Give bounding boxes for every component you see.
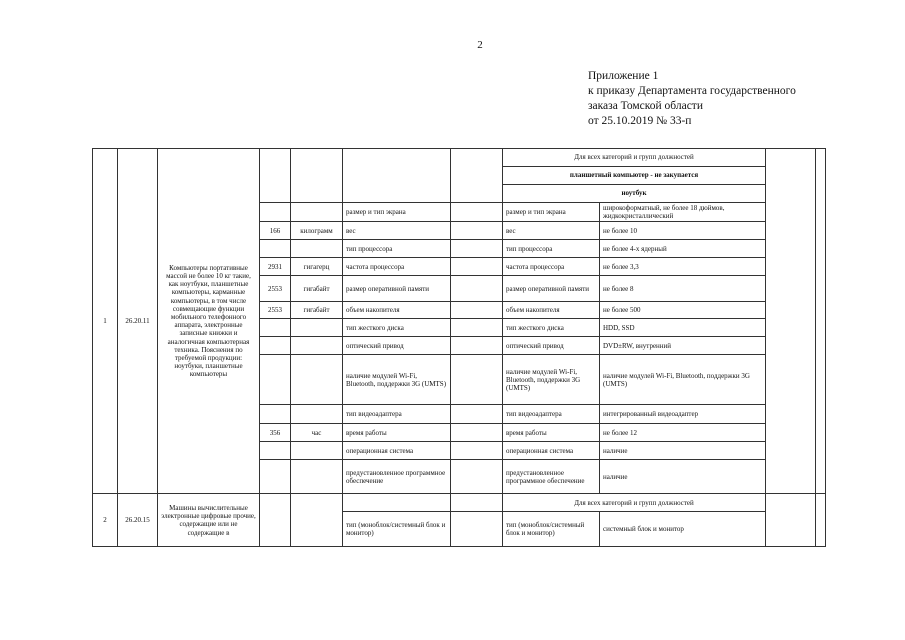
characteristic-value: наличие bbox=[600, 442, 766, 460]
characteristic-2: размер оперативной памяти bbox=[503, 276, 600, 302]
characteristic-value: не более 10 bbox=[600, 222, 766, 240]
characteristic-value: наличие bbox=[600, 460, 766, 494]
characteristic-value: системный блок и монитор bbox=[600, 512, 766, 547]
characteristic: время работы bbox=[343, 424, 451, 442]
okei-code bbox=[260, 337, 291, 355]
characteristic-2: оптический привод bbox=[503, 337, 600, 355]
characteristic: оптический привод bbox=[343, 337, 451, 355]
characteristic-2: наличие модулей Wi-Fi, Bluetooth, поддержки 3G (UMTS) bbox=[503, 355, 600, 405]
unit-name bbox=[291, 405, 343, 424]
okpd-code: 26.20.15 bbox=[118, 494, 158, 547]
unit-name bbox=[291, 442, 343, 460]
characteristic-value: не более 8 bbox=[600, 276, 766, 302]
unit-name: час bbox=[291, 424, 343, 442]
notebook-header: ноутбук bbox=[503, 185, 766, 203]
characteristic-2: тип процессора bbox=[503, 240, 600, 258]
okei-code bbox=[260, 240, 291, 258]
product-name: Компьютеры портативные массой не более 10 кг такие, как ноутбуки, планшетные компьютеры, карманные компьютеры, в том числе совмещающие функции мобильного телефонного аппарата, электронные записные книжки и аналогичная компьютерная техника. Пояснения по требуемой продукции: ноутбуки, планшетные компьютеры bbox=[158, 149, 260, 494]
characteristic-2: тип жесткого диска bbox=[503, 319, 600, 337]
unit-name: гигагерц bbox=[291, 258, 343, 276]
characteristic: объем накопителя bbox=[343, 302, 451, 319]
unit-name bbox=[291, 319, 343, 337]
unit-name: гигабайт bbox=[291, 302, 343, 319]
characteristic: наличие модулей Wi-Fi, Bluetooth, поддержки 3G (UMTS) bbox=[343, 355, 451, 405]
characteristic-2: тип (моноблок/системный блок и монитор) bbox=[503, 512, 600, 547]
characteristic-2: вес bbox=[503, 222, 600, 240]
okei-code bbox=[260, 203, 291, 222]
appendix-line-1: Приложение 1 bbox=[588, 70, 659, 82]
appendix-line-3: заказа Томской области bbox=[588, 100, 703, 112]
unit-name bbox=[291, 337, 343, 355]
unit-name: гигабайт bbox=[291, 276, 343, 302]
okei-code bbox=[260, 442, 291, 460]
characteristic-2: операционная система bbox=[503, 442, 600, 460]
characteristic-value: интегрированный видеоадаптер bbox=[600, 405, 766, 424]
okei-code: 356 bbox=[260, 424, 291, 442]
okei-code bbox=[260, 319, 291, 337]
row-number: 2 bbox=[93, 494, 118, 547]
characteristic: предустановленное программное обеспечение bbox=[343, 460, 451, 494]
characteristic-2: частота процессора bbox=[503, 258, 600, 276]
okpd-code: 26.20.11 bbox=[118, 149, 158, 494]
okei-code: 2553 bbox=[260, 302, 291, 319]
characteristic-2: объем накопителя bbox=[503, 302, 600, 319]
characteristic-value: не более 12 bbox=[600, 424, 766, 442]
characteristic: частота процессора bbox=[343, 258, 451, 276]
okei-code bbox=[260, 460, 291, 494]
row-number: 1 bbox=[93, 149, 118, 494]
characteristic: тип жесткого диска bbox=[343, 319, 451, 337]
unit-name bbox=[291, 240, 343, 258]
unit-name bbox=[291, 355, 343, 405]
characteristic: вес bbox=[343, 222, 451, 240]
characteristic: тип процессора bbox=[343, 240, 451, 258]
characteristic: операционная система bbox=[343, 442, 451, 460]
product-name: Машины вычислительные электронные цифровые прочие, содержащие или не содержащие в bbox=[158, 494, 260, 547]
characteristic-value: широкоформатный, не более 18 дюймов, жидкокристаллический bbox=[600, 203, 766, 222]
okei-code: 2553 bbox=[260, 276, 291, 302]
okei-code bbox=[260, 405, 291, 424]
characteristic-value: не более 3,3 bbox=[600, 258, 766, 276]
requirements-table bbox=[92, 148, 826, 547]
characteristic-2: размер и тип экрана bbox=[503, 203, 600, 222]
characteristic: размер и тип экрана bbox=[343, 203, 451, 222]
characteristic-value: DVD±RW, внутренний bbox=[600, 337, 766, 355]
characteristic: тип видеоадаптера bbox=[343, 405, 451, 424]
characteristic-value: не более 500 bbox=[600, 302, 766, 319]
characteristic-value: не более 4-х ядерный bbox=[600, 240, 766, 258]
tablet-note: планшетный компьютер - не закупается bbox=[503, 167, 766, 185]
characteristic-2: предустановленное программное обеспечение bbox=[503, 460, 600, 494]
okei-code: 2931 bbox=[260, 258, 291, 276]
characteristic: размер оперативной памяти bbox=[343, 276, 451, 302]
characteristic-value: HDD, SSD bbox=[600, 319, 766, 337]
characteristic-2: тип видеоадаптера bbox=[503, 405, 600, 424]
appendix-line-4: от 25.10.2019 № 33-п bbox=[588, 115, 692, 127]
unit-name bbox=[291, 203, 343, 222]
characteristic: тип (моноблок/системный блок и монитор) bbox=[343, 512, 451, 547]
category-header: Для всех категорий и групп должностей bbox=[503, 149, 766, 167]
characteristic-value: наличие модулей Wi-Fi, Bluetooth, поддержки 3G (UMTS) bbox=[600, 355, 766, 405]
okei-code bbox=[260, 355, 291, 405]
unit-name: килограмм bbox=[291, 222, 343, 240]
table-row bbox=[93, 149, 826, 167]
page-number: 2 bbox=[477, 39, 483, 51]
characteristic-2: время работы bbox=[503, 424, 600, 442]
okei-code: 166 bbox=[260, 222, 291, 240]
table-row bbox=[93, 494, 826, 512]
appendix-header bbox=[588, 69, 796, 129]
unit-name bbox=[291, 460, 343, 494]
appendix-line-2: к приказу Департамента государственного bbox=[588, 85, 796, 97]
category-header: Для всех категорий и групп должностей bbox=[503, 494, 766, 512]
